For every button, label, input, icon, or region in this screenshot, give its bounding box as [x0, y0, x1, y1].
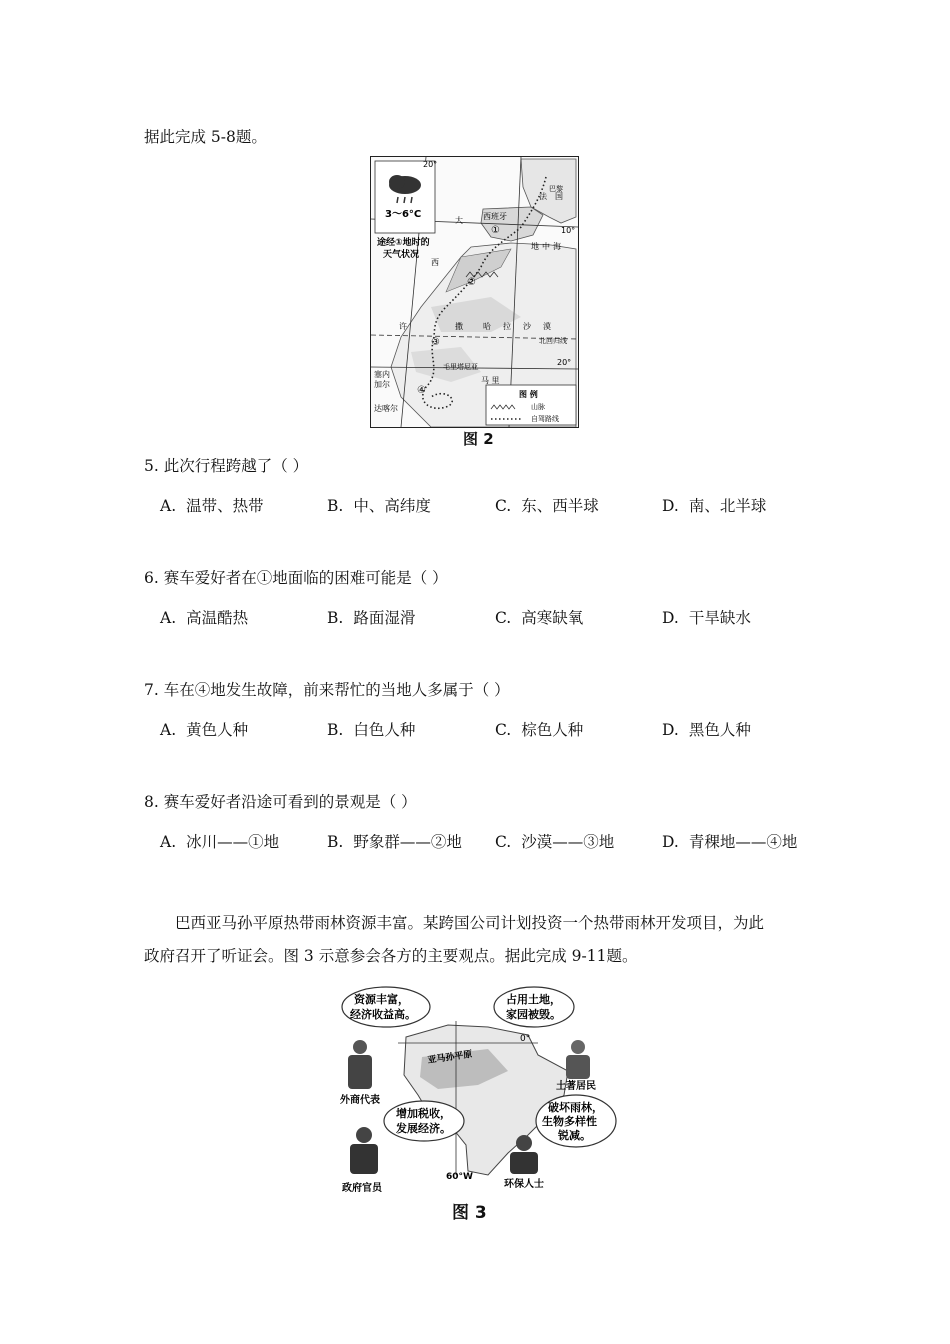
question-5-options — [160, 494, 840, 516]
weather-note-2: 天气状况 — [383, 250, 420, 260]
option-a[interactable]: A. 高温酷热 — [160, 609, 249, 627]
weather-temp: 3～6°C — [385, 209, 422, 220]
option-b[interactable]: B. 野象群——②地 — [327, 833, 462, 851]
question-6-options — [160, 606, 840, 628]
figure-2-map — [370, 156, 579, 428]
question-8-stem: 8. 赛车爱好者沿途可看到的景观是（ ） — [144, 793, 417, 811]
label-paris: 巴黎 — [549, 185, 563, 193]
option-b[interactable]: B. 中、高纬度 — [327, 497, 431, 515]
degree-top: 20° — [423, 160, 438, 169]
label-atlantic-1: 大 — [455, 216, 463, 225]
point-1: ① — [491, 225, 500, 236]
brazil-map — [404, 1025, 568, 1175]
option-b[interactable]: B. 路面湿滑 — [327, 609, 416, 627]
native-label: 土著居民 — [556, 1081, 596, 1092]
investor-figure — [348, 1040, 372, 1089]
official-label: 政府官员 — [342, 1183, 382, 1194]
env-quote-3: 锐减。 — [558, 1129, 591, 1142]
label-sahara-3: 拉 — [503, 322, 511, 331]
label-france-1: 法 — [539, 192, 547, 201]
env-quote-1: 破坏雨林， — [548, 1101, 603, 1114]
option-c[interactable]: C. 高寒缺氧 — [495, 609, 584, 627]
point-2: ② — [467, 277, 476, 288]
investor-quote-1: 资源丰富， — [354, 993, 409, 1006]
intro-line: 据此完成 5-8题。 — [144, 128, 267, 146]
question-8-options — [160, 830, 840, 852]
label-sahara-1: 撒 — [455, 322, 463, 331]
official-figure — [350, 1127, 378, 1174]
label-spain: 西班牙 — [483, 212, 507, 221]
label-sahara-2: 哈 — [483, 322, 491, 331]
option-a[interactable]: A. 冰川——①地 — [160, 833, 280, 851]
label-tropic: 北回归线 — [539, 337, 567, 345]
passage-paragraph — [144, 907, 806, 973]
official-quote-1: 增加税收， — [396, 1107, 451, 1120]
passage-line-1: 巴西亚马孙平原热带雨林资源丰富。某跨国公司计划投资一个热带雨林开发项目，为此 — [175, 914, 765, 932]
point-3: ③ — [431, 337, 440, 348]
label-sahara-4: 沙 — [523, 322, 531, 331]
raindrop-icon — [397, 197, 398, 203]
point-4: ④ — [417, 385, 426, 396]
official-quote-2: 发展经济。 — [396, 1122, 451, 1135]
label-france-2: 国 — [555, 192, 563, 201]
label-amazon-plain: 亚马孙平原 — [427, 1049, 473, 1066]
investor-quote-2: 经济收益高。 — [350, 1008, 416, 1021]
rain-cloud-puff — [389, 175, 405, 189]
degree-right: 10° — [561, 226, 576, 235]
label-atlantic-2: 西 — [431, 258, 439, 267]
native-quote-2: 家园被毁。 — [506, 1008, 561, 1021]
label-sahara-5: 漠 — [543, 322, 551, 331]
legend-mountain: 山脉 — [531, 403, 545, 411]
label-med-2: 中 — [542, 242, 550, 251]
env-quote-2: 生物多样性 — [542, 1115, 597, 1128]
label-60w: 60°W — [446, 1172, 473, 1182]
route-map-svg — [371, 157, 578, 427]
env-label: 环保人士 — [504, 1179, 544, 1190]
option-d[interactable]: D. 干旱缺水 — [662, 609, 751, 627]
option-b[interactable]: B. 白色人种 — [327, 721, 416, 739]
label-dakar: 达喀尔 — [374, 404, 398, 413]
option-d[interactable]: D. 青稞地——④地 — [662, 833, 798, 851]
option-c[interactable]: C. 东、西半球 — [495, 497, 599, 515]
label-med-1: 地 — [531, 242, 539, 251]
legend-route: 自驾路线 — [531, 415, 559, 423]
figure-2-caption: 图 2 — [463, 430, 494, 448]
figure-3-illustration — [338, 985, 618, 1195]
question-7-options — [160, 718, 840, 740]
hearing-svg — [338, 985, 618, 1195]
option-c[interactable]: C. 沙漠——③地 — [495, 833, 615, 851]
weather-note-1: 途经①地时的 — [377, 238, 430, 248]
native-figure — [566, 1040, 590, 1079]
figure-3-caption: 图 3 — [452, 1203, 487, 1223]
label-mauritania: 毛里塔尼亚 — [443, 363, 478, 371]
question-7-stem: 7. 车在④地发生故障，前来帮忙的当地人多属于（ ） — [144, 681, 510, 699]
legend-title: 图 例 — [519, 390, 538, 399]
question-6-stem: 6. 赛车爱好者在①地面临的困难可能是（ ） — [144, 569, 448, 587]
raindrop-icon — [411, 197, 412, 203]
label-mali: 马 里 — [481, 376, 500, 385]
raindrop-icon — [404, 197, 405, 203]
option-c[interactable]: C. 棕色人种 — [495, 721, 584, 739]
question-5-stem: 5. 此次行程跨越了（ ） — [144, 457, 309, 475]
label-equator: 0° — [520, 1034, 531, 1044]
label-med-3: 海 — [553, 242, 561, 251]
label-xu: 许 — [399, 322, 407, 331]
option-a[interactable]: A. 黄色人种 — [160, 721, 249, 739]
label-senegal-1: 塞内 — [374, 370, 390, 379]
label-senegal-2: 加尔 — [374, 380, 390, 389]
option-d[interactable]: D. 黑色人种 — [662, 721, 751, 739]
option-a[interactable]: A. 温带、热带 — [160, 497, 264, 515]
passage-line-2: 政府召开了听证会。图 3 示意参会各方的主要观点。据此完成 9-11题。 — [144, 947, 638, 965]
investor-label: 外商代表 — [340, 1095, 380, 1106]
native-quote-1: 占用土地， — [506, 993, 561, 1006]
option-d[interactable]: D. 南、北半球 — [662, 497, 767, 515]
degree-bottom: 20° — [557, 358, 572, 367]
